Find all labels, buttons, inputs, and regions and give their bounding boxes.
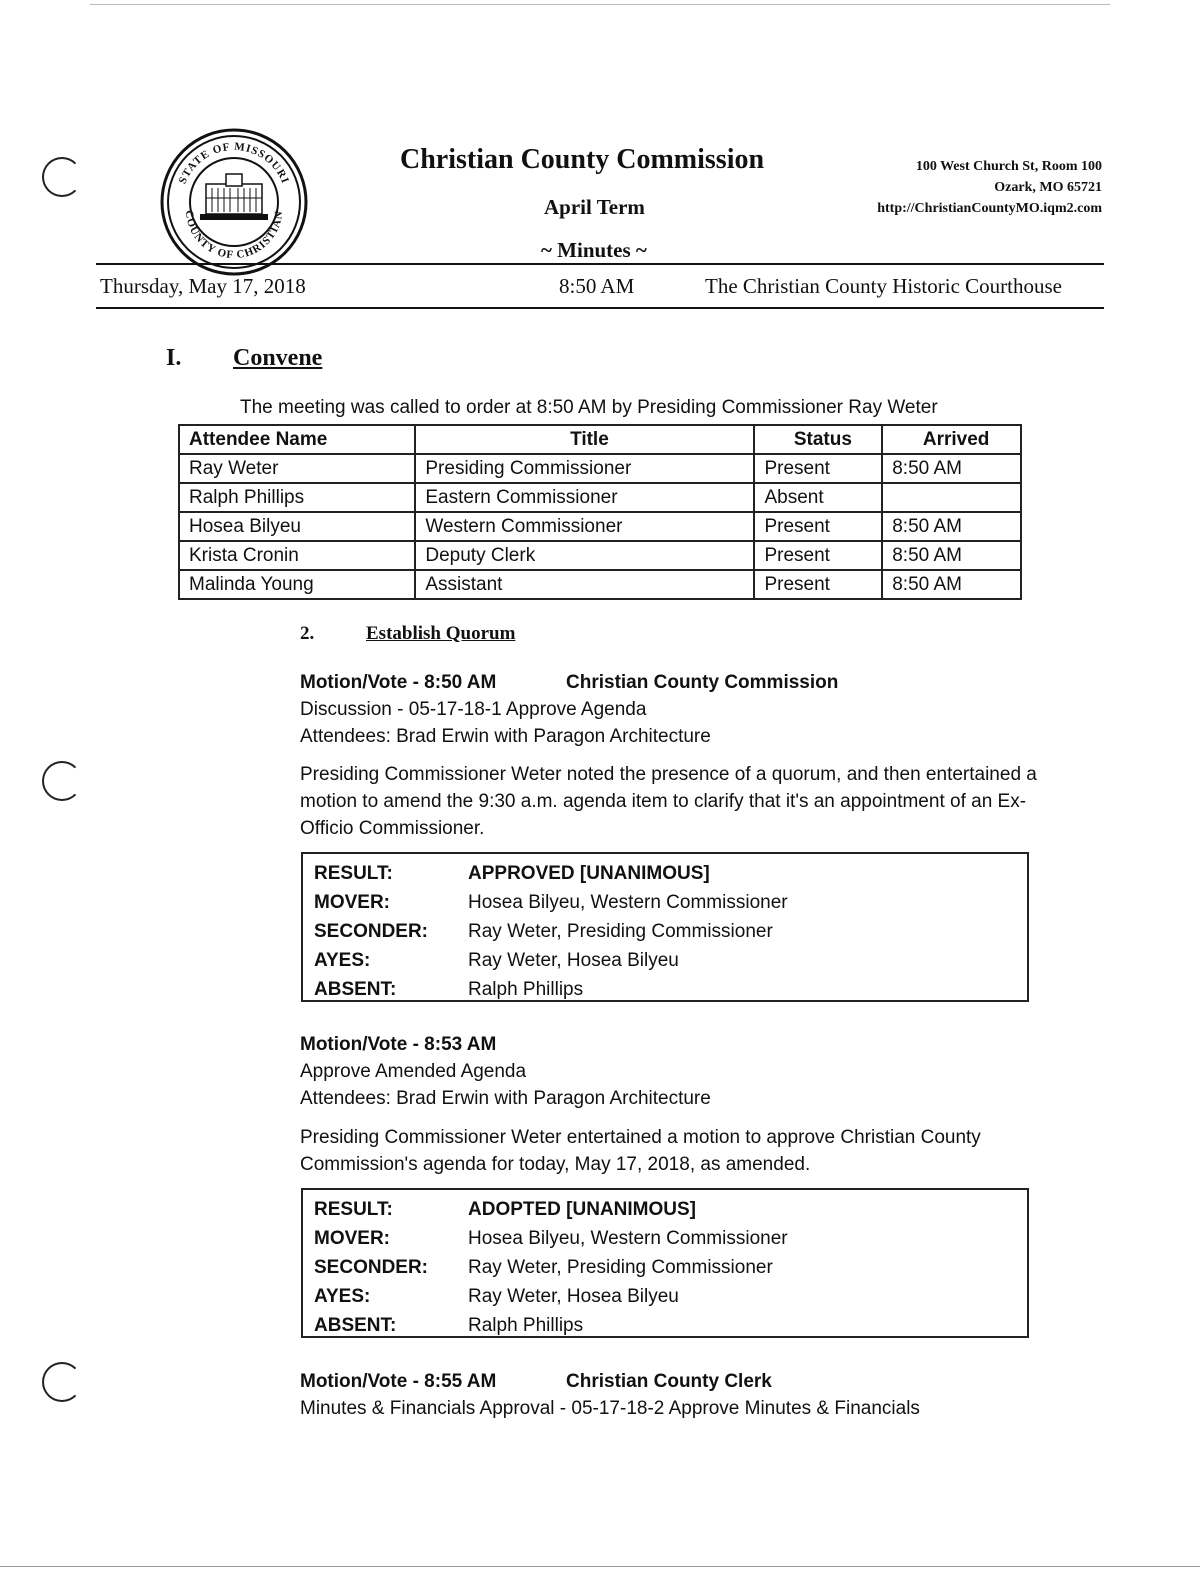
vote-row-mover bbox=[314, 1224, 1027, 1253]
seconder-value: Ray Weter, Presiding Commissioner bbox=[468, 1257, 773, 1278]
column-header: Attendee Name bbox=[179, 425, 415, 454]
motion-text: Presiding Commissioner Weter noted the presence of a quorum, and then entertained a motion to amend the 9:30 a.m. agenda item to clarify that it's an appointment of an Ex-Officio Commissioner. bbox=[300, 764, 1037, 839]
motion-label: Motion/Vote - 8:53 AM bbox=[300, 1034, 497, 1055]
mover-label: MOVER: bbox=[314, 1228, 390, 1249]
mover-value: Hosea Bilyeu, Western Commissioner bbox=[468, 892, 788, 913]
attendee-table bbox=[178, 424, 1022, 600]
attendee-arrived: 8:50 AM bbox=[882, 541, 1021, 570]
attendee-title: Assistant bbox=[415, 570, 754, 599]
bottom-edge-line bbox=[0, 1566, 1200, 1567]
result-value: APPROVED [UNANIMOUS] bbox=[468, 863, 710, 884]
table-row bbox=[179, 512, 1021, 541]
minutes-label: ~ Minutes ~ bbox=[541, 238, 647, 262]
attendee-status: Absent bbox=[754, 483, 882, 512]
attendee-status: Present bbox=[754, 570, 882, 599]
column-header: Status bbox=[754, 425, 882, 454]
table-row bbox=[179, 541, 1021, 570]
table-row bbox=[179, 570, 1021, 599]
vote-result-box bbox=[301, 852, 1029, 1002]
attendee-arrived: 8:50 AM bbox=[882, 570, 1021, 599]
header-rule-bottom bbox=[96, 307, 1104, 309]
vote-row-result bbox=[314, 859, 1027, 888]
motion-label: Motion/Vote - 8:55 AM bbox=[300, 1371, 497, 1392]
seconder-label: SECONDER: bbox=[314, 1257, 429, 1278]
seconder-label: SECONDER: bbox=[314, 921, 429, 942]
vote-row-seconder bbox=[314, 1253, 1027, 1282]
vote-row-result bbox=[314, 1195, 1027, 1224]
motion-body: Christian County Clerk bbox=[566, 1371, 772, 1392]
motion-body: Christian County Commission bbox=[566, 672, 839, 693]
motion-attendees: Attendees: Brad Erwin with Paragon Architecture bbox=[300, 726, 711, 747]
motion-label: Motion/Vote - 8:50 AM bbox=[300, 672, 497, 693]
attendee-title: Western Commissioner bbox=[415, 512, 754, 541]
address-line-1: 100 West Church St, Room 100 bbox=[915, 159, 1102, 174]
motion-discussion: Discussion - 05-17-18-1 Approve Agenda bbox=[300, 699, 647, 720]
mover-label: MOVER: bbox=[314, 892, 390, 913]
absent-value: Ralph Phillips bbox=[468, 979, 584, 1000]
ayes-value: Ray Weter, Hosea Bilyeu bbox=[468, 1286, 679, 1307]
address-block bbox=[848, 156, 1102, 219]
motion-text: Presiding Commissioner Weter entertained a motion to approve Christian County Commission's agenda for today, May 17, 2018, as amended. bbox=[300, 1127, 981, 1175]
attendee-arrived: 8:50 AM bbox=[882, 512, 1021, 541]
attendee-title: Deputy Clerk bbox=[415, 541, 754, 570]
meeting-time: 8:50 AM bbox=[559, 274, 635, 298]
result-value: ADOPTED [UNANIMOUS] bbox=[468, 1199, 696, 1220]
motion-discussion: Minutes & Financials Approval - 05-17-18-2 Approve Minutes & Financials bbox=[300, 1398, 920, 1419]
vote-row-seconder bbox=[314, 917, 1027, 946]
attendee-status: Present bbox=[754, 541, 882, 570]
section-number: I. bbox=[166, 345, 182, 371]
section-number: 2. bbox=[300, 623, 315, 644]
vote-result-box bbox=[301, 1188, 1029, 1338]
motion-discussion: Approve Amended Agenda bbox=[300, 1061, 527, 1082]
header-rule-top bbox=[96, 263, 1104, 265]
vote-row-ayes bbox=[314, 1282, 1027, 1311]
vote-row-ayes bbox=[314, 946, 1027, 975]
term-label: April Term bbox=[544, 195, 645, 219]
vote-row-absent bbox=[314, 975, 1027, 1004]
attendee-name: Hosea Bilyeu bbox=[179, 512, 415, 541]
section-title: Establish Quorum bbox=[366, 623, 516, 644]
absent-label: ABSENT: bbox=[314, 979, 397, 1000]
punch-hole-middle bbox=[42, 761, 82, 801]
seal-text-top: STATE OF MISSOURI bbox=[176, 140, 292, 186]
attendee-name: Krista Cronin bbox=[179, 541, 415, 570]
ayes-label: AYES: bbox=[314, 950, 371, 971]
attendee-title: Eastern Commissioner bbox=[415, 483, 754, 512]
absent-value: Ralph Phillips bbox=[468, 1315, 584, 1336]
table-row bbox=[179, 454, 1021, 483]
attendee-arrived: 8:50 AM bbox=[882, 454, 1021, 483]
seal-text-bottom: COUNTY OF CHRISTIAN bbox=[182, 209, 286, 262]
county-seal-icon bbox=[160, 128, 308, 276]
result-label: RESULT: bbox=[314, 1199, 393, 1220]
ayes-value: Ray Weter, Hosea Bilyeu bbox=[468, 950, 679, 971]
called-to-order-text: The meeting was called to order at 8:50 AM by Presiding Commissioner Ray Weter bbox=[240, 397, 938, 418]
attendee-name: Malinda Young bbox=[179, 570, 415, 599]
attendee-title: Presiding Commissioner bbox=[415, 454, 754, 483]
result-label: RESULT: bbox=[314, 863, 393, 884]
address-line-2: Ozark, MO 65721 bbox=[994, 180, 1102, 195]
punch-hole-top bbox=[42, 157, 82, 197]
website-link[interactable]: http://ChristianCountyMO.iqm2.com bbox=[877, 201, 1102, 216]
table-header-row bbox=[179, 425, 1021, 454]
vote-row-mover bbox=[314, 888, 1027, 917]
column-header: Arrived bbox=[882, 425, 1021, 454]
attendee-status: Present bbox=[754, 512, 882, 541]
attendee-name: Ray Weter bbox=[179, 454, 415, 483]
motion-attendees: Attendees: Brad Erwin with Paragon Architecture bbox=[300, 1088, 711, 1109]
ayes-label: AYES: bbox=[314, 1286, 371, 1307]
attendee-status: Present bbox=[754, 454, 882, 483]
mover-value: Hosea Bilyeu, Western Commissioner bbox=[468, 1228, 788, 1249]
absent-label: ABSENT: bbox=[314, 1315, 397, 1336]
attendee-name: Ralph Phillips bbox=[179, 483, 415, 512]
meeting-date: Thursday, May 17, 2018 bbox=[100, 274, 306, 298]
attendee-arrived bbox=[882, 483, 1021, 512]
vote-row-absent bbox=[314, 1311, 1027, 1340]
top-edge-line bbox=[90, 4, 1110, 5]
meeting-location: The Christian County Historic Courthouse bbox=[705, 274, 1062, 298]
table-row bbox=[179, 483, 1021, 512]
seconder-value: Ray Weter, Presiding Commissioner bbox=[468, 921, 773, 942]
section-title: Convene bbox=[233, 345, 323, 371]
punch-hole-bottom bbox=[42, 1362, 82, 1402]
page-title: Christian County Commission bbox=[400, 144, 765, 175]
column-header: Title bbox=[415, 425, 754, 454]
